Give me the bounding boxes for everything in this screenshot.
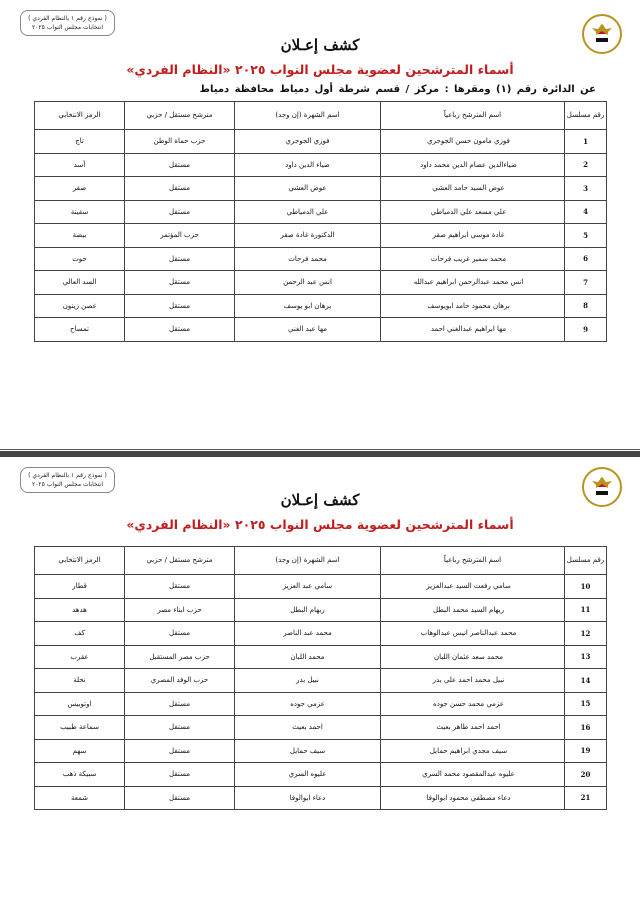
electoral-symbol: قطار: [35, 575, 125, 599]
candidate-name: دعاء مصطفي محمود ابوالوفا: [381, 786, 565, 810]
form-number-stamp: [20, 467, 115, 493]
stamp-line: ( نموذج رقم ١ بالنظام الفردي ): [28, 15, 107, 22]
table-row: [35, 645, 607, 669]
form-number-stamp: [20, 10, 115, 36]
electoral-symbol: شمعة: [35, 786, 125, 810]
district-info: عن الدائرة رقم (١) ومقرها : مركز / قسم شرطة أول دمياط محافظة دمياط: [199, 84, 596, 95]
document-title: كشف إعـلان: [280, 36, 360, 54]
candidate-name: محمد سمير غريب فرحات: [381, 247, 565, 271]
candidates-table: [34, 101, 607, 342]
electoral-symbol: كف: [35, 622, 125, 646]
candidate-type: حزب المؤتمر: [125, 224, 235, 248]
nickname: احمد بعيث: [235, 716, 381, 740]
table-row: [35, 200, 607, 224]
nickname: محمد فرحات: [235, 247, 381, 271]
candidate-name: محمد عبدالناصر انيس عبدالوهاب: [381, 622, 565, 646]
electoral-symbol: حوت: [35, 247, 125, 271]
table-row: [35, 271, 607, 295]
nickname: انس عبد الرحمن: [235, 271, 381, 295]
candidate-name: برهان محمود حامد ابويوسف: [381, 294, 565, 318]
table-row: [35, 575, 607, 599]
table-row: [35, 763, 607, 787]
table-row: [35, 177, 607, 201]
table-row: [35, 247, 607, 271]
serial-number: 14: [565, 669, 607, 693]
candidate-type: مستقل: [125, 294, 235, 318]
header-candidate-name: اسم المترشح رباعياً: [381, 547, 565, 575]
document-subtitle: أسماء المترشحين لعضوية مجلس النواب ٢٠٢٥ «النظام الفردي»: [126, 517, 514, 532]
candidate-type: مستقل: [125, 177, 235, 201]
table-header-row: [35, 102, 607, 130]
candidate-name: ريهام السيد محمد البطل: [381, 598, 565, 622]
table-row: [35, 153, 607, 177]
electoral-symbol: هدهد: [35, 598, 125, 622]
candidate-type: مستقل: [125, 692, 235, 716]
serial-number: 7: [565, 271, 607, 295]
candidate-type: مستقل: [125, 153, 235, 177]
candidate-name: محمد سعد عثمان اللبان: [381, 645, 565, 669]
electoral-symbol: اوتوبيس: [35, 692, 125, 716]
candidate-name: علي مسعد علي الدمياطي: [381, 200, 565, 224]
candidate-type: مستقل: [125, 622, 235, 646]
table-row: [35, 716, 607, 740]
nickname: دعاء ابوالوفا: [235, 786, 381, 810]
candidate-name: عليوه عبدالمقصود محمد السري: [381, 763, 565, 787]
header-electoral-symbol: الرمز الانتخابي: [35, 102, 125, 130]
nickname: مها عبد الغني: [235, 318, 381, 342]
nickname: محمد اللبان: [235, 645, 381, 669]
nickname: ريهام البطل: [235, 598, 381, 622]
header-candidate-type: مترشح مستقل / حزبي: [125, 102, 235, 130]
header-serial-number: رقم مسلسل: [565, 547, 607, 575]
candidate-type: مستقل: [125, 575, 235, 599]
nickname: فوزي الجوجري: [235, 130, 381, 154]
nickname: علي الدمياطي: [235, 200, 381, 224]
candidate-type: مستقل: [125, 716, 235, 740]
document-subtitle: أسماء المترشحين لعضوية مجلس النواب ٢٠٢٥ «النظام الفردي»: [126, 62, 514, 77]
electoral-symbol: سهم: [35, 739, 125, 763]
candidate-name: فوزي مامون حسن الجوجري: [381, 130, 565, 154]
nickname: عليوه السري: [235, 763, 381, 787]
nickname: نبيل بدر: [235, 669, 381, 693]
nickname: سيف حمايل: [235, 739, 381, 763]
nickname: ضياء الدين داود: [235, 153, 381, 177]
candidate-type: حزب حماة الوطن: [125, 130, 235, 154]
candidate-name: احمد احمد طاهر بعيث: [381, 716, 565, 740]
serial-number: 20: [565, 763, 607, 787]
serial-number: 3: [565, 177, 607, 201]
header-candidate-name: اسم المترشح رباعياً: [381, 102, 565, 130]
serial-number: 21: [565, 786, 607, 810]
table-row: [35, 224, 607, 248]
candidate-type: مستقل: [125, 786, 235, 810]
nickname: عوض العشي: [235, 177, 381, 201]
stamp-line: انتخابات مجلس النواب ٢٠٢٥: [31, 24, 104, 31]
candidate-type: مستقل: [125, 763, 235, 787]
candidate-name: ضياءالدين عصام الدين محمد داود: [381, 153, 565, 177]
stamp-line: ( نموذج رقم ١ بالنظام الفردي ): [28, 472, 107, 479]
table-row: [35, 130, 607, 154]
candidate-name: سامي رفعت السيد عبدالعزيز: [381, 575, 565, 599]
electoral-symbol: سفينة: [35, 200, 125, 224]
candidate-type: مستقل: [125, 271, 235, 295]
candidate-name: عزمي محمد حسن جوده: [381, 692, 565, 716]
table-row: [35, 786, 607, 810]
serial-number: 5: [565, 224, 607, 248]
header-nickname: اسم الشهرة (إن وجد): [235, 102, 381, 130]
electoral-symbol: نخلة: [35, 669, 125, 693]
header-serial-number: رقم مسلسل: [565, 102, 607, 130]
candidate-type: مستقل: [125, 739, 235, 763]
candidate-name: سيف مجدي ابراهيم حمايل: [381, 739, 565, 763]
candidates-table: [34, 546, 607, 810]
electoral-symbol: سماعة طبيب: [35, 716, 125, 740]
electoral-symbol: تمساح: [35, 318, 125, 342]
header-nickname: اسم الشهرة (إن وجد): [235, 547, 381, 575]
stamp-line: انتخابات مجلس النواب ٢٠٢٥: [31, 481, 104, 488]
candidate-type: مستقل: [125, 200, 235, 224]
serial-number: 11: [565, 598, 607, 622]
candidate-type: مستقل: [125, 247, 235, 271]
electoral-symbol: غصن زيتون: [35, 294, 125, 318]
announcement-sheet-2: [0, 451, 640, 900]
nickname: سامي عبد العزيز: [235, 575, 381, 599]
serial-number: 9: [565, 318, 607, 342]
table-header-row: [35, 547, 607, 575]
serial-number: 6: [565, 247, 607, 271]
electoral-symbol: تاج: [35, 130, 125, 154]
serial-number: 1: [565, 130, 607, 154]
candidate-type: حزب ابناء مصر: [125, 598, 235, 622]
candidate-type: مستقل: [125, 318, 235, 342]
electoral-symbol: عقرب: [35, 645, 125, 669]
serial-number: 4: [565, 200, 607, 224]
table-row: [35, 598, 607, 622]
serial-number: 10: [565, 575, 607, 599]
document-title: كشف إعـلان: [280, 491, 360, 509]
table-row: [35, 318, 607, 342]
candidate-name: غادة موسي ابراهيم صقر: [381, 224, 565, 248]
electoral-symbol: صقر: [35, 177, 125, 201]
sheet-divider: [0, 451, 640, 457]
serial-number: 12: [565, 622, 607, 646]
electoral-symbol: أسد: [35, 153, 125, 177]
nickname: برهان ابو يوسف: [235, 294, 381, 318]
electoral-symbol: سبيكة ذهب: [35, 763, 125, 787]
table-row: [35, 294, 607, 318]
serial-number: 13: [565, 645, 607, 669]
table-row: [35, 669, 607, 693]
candidate-name: نبيل محمد احمد علي بدر: [381, 669, 565, 693]
serial-number: 19: [565, 739, 607, 763]
serial-number: 16: [565, 716, 607, 740]
electoral-symbol: بيضة: [35, 224, 125, 248]
candidate-name: انس محمد عبدالرحمن ابراهيم عبدالله: [381, 271, 565, 295]
nickname: عزمي جوده: [235, 692, 381, 716]
candidate-type: حزب الوفد المصري: [125, 669, 235, 693]
header-candidate-type: مترشح مستقل / حزبي: [125, 547, 235, 575]
electoral-symbol: السد العالي: [35, 271, 125, 295]
candidate-name: عوض السيد حامد العشي: [381, 177, 565, 201]
serial-number: 15: [565, 692, 607, 716]
header-electoral-symbol: الرمز الانتخابي: [35, 547, 125, 575]
table-row: [35, 692, 607, 716]
nickname: الدكتورة غادة صقر: [235, 224, 381, 248]
serial-number: 8: [565, 294, 607, 318]
candidate-name: مها ابراهيم عبدالغني احمد: [381, 318, 565, 342]
table-row: [35, 739, 607, 763]
candidate-type: حزب مصر المستقبل: [125, 645, 235, 669]
nickname: محمد عبد الناصر: [235, 622, 381, 646]
table-row: [35, 622, 607, 646]
serial-number: 2: [565, 153, 607, 177]
